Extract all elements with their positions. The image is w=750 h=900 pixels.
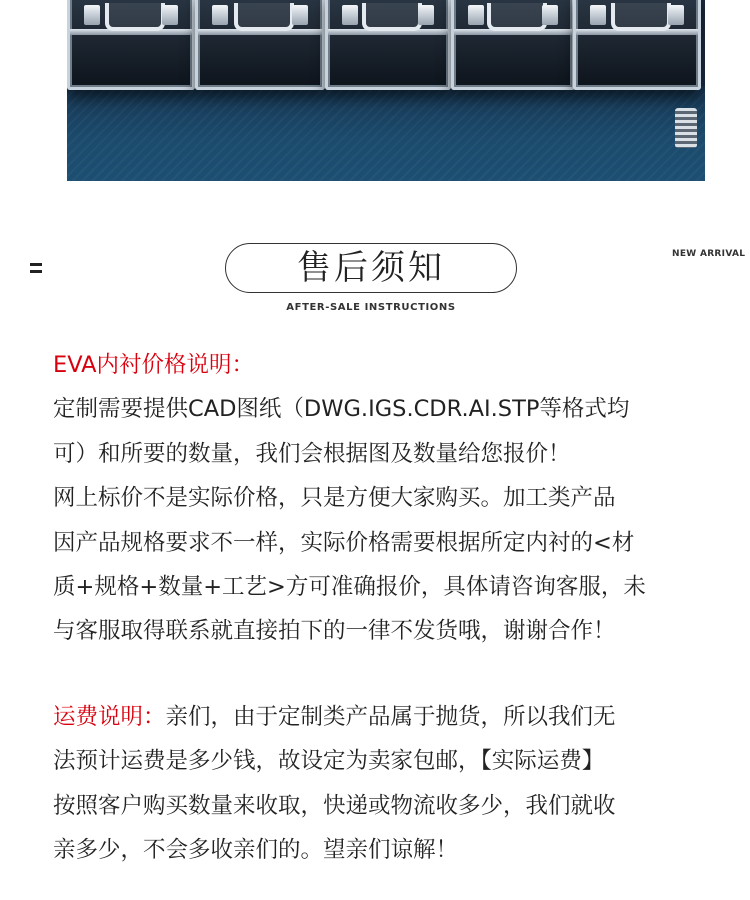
case-image: [67, 0, 195, 90]
hinge-part-image: [675, 108, 697, 148]
shipping-line: 亲多少，不会多收亲们的。望亲们谅解！: [53, 837, 459, 864]
shipping-line: 亲们，由于定制类产品属于抛货，所以我们无: [165, 704, 616, 730]
case-image: [451, 0, 575, 90]
eva-line: 网上标价不是实际价格，只是方便大家购买。加工类产品: [53, 485, 616, 512]
eva-pricing-section: [53, 343, 723, 654]
section-title-pill: [225, 243, 517, 293]
eva-heading: EVA内衬价格说明：: [53, 352, 255, 378]
eva-line: 与客服取得联系就直接拍下的一律不发货哦，谢谢合作！: [53, 618, 616, 645]
photo-floor: [67, 86, 705, 181]
case-image: [573, 0, 701, 90]
eva-line: 因产品规格要求不一样，实际价格需要根据所定内衬的<材: [53, 529, 635, 556]
case-image: [325, 0, 451, 90]
product-photo: [67, 0, 705, 181]
page-title: 售后须知: [297, 248, 445, 288]
new-arrival-label: NEW ARRIVAL: [672, 249, 746, 259]
eva-line: 定制需要提供CAD图纸（DWG.IGS.CDR.AI.STP等格式均: [53, 396, 630, 423]
shipping-line: 法预计运费是多少钱，故设定为卖家包邮，【实际运费】: [53, 748, 605, 775]
shipping-line: 按照客户购买数量来收取，快递或物流收多少，我们就收: [53, 792, 616, 819]
case-image: [195, 0, 325, 90]
page-subtitle: AFTER-SALE INSTRUCTIONS: [286, 302, 456, 313]
eva-line: 可）和所要的数量，我们会根据图及数量给您报价！: [53, 440, 571, 467]
shipping-heading: 运费说明：: [53, 704, 166, 730]
shipping-first-line: [53, 695, 723, 739]
eva-line: 质+规格+数量+工艺>方可准确报价，具体请咨询客服，未: [53, 573, 646, 600]
shipping-section: [53, 695, 723, 873]
